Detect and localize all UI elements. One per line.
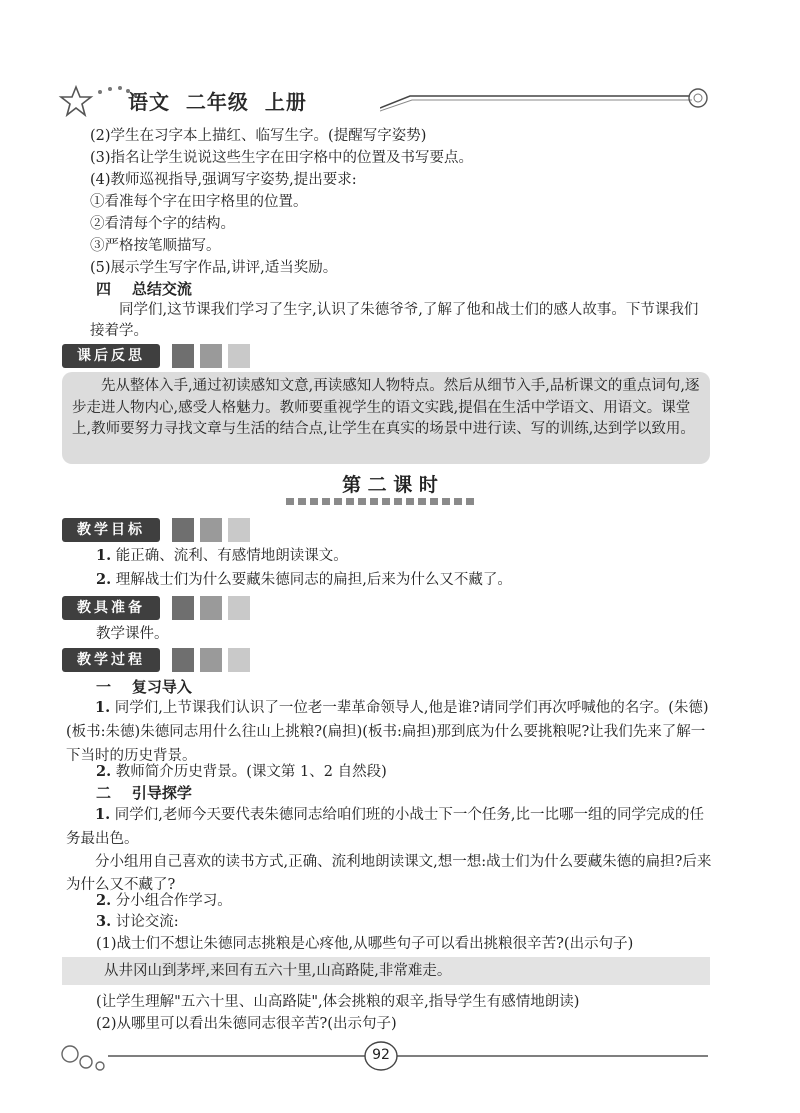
- list-item: ②看清每个字的结构。: [90, 216, 235, 232]
- decor-square: [228, 596, 250, 620]
- paragraph-text: 讨论交流:: [115, 914, 179, 930]
- paragraph-number: 3.: [96, 913, 112, 930]
- paragraph-number: 2.: [96, 763, 112, 780]
- list-item: (2)学生在习字本上描红、临写生字。(提醒写字姿势): [90, 128, 427, 144]
- decor-square: [172, 344, 194, 368]
- note: (让学生理解"五六十里、山高路陡",体会挑粮的艰辛,指导学生有感情地朗读): [96, 994, 580, 1010]
- prep-text: 教学课件。: [96, 626, 169, 642]
- goal-text: 理解战士们为什么要藏朱德同志的扁担,后来为什么又不藏了。: [115, 572, 512, 588]
- paragraph-text: 同学们,老师今天要代表朱德同志给咱们班的小战士下一个任务,比一比哪一组的同学完成的任务最出色。: [66, 807, 704, 847]
- decor-square: [172, 648, 194, 672]
- decor-square: [200, 344, 222, 368]
- decor-square: [200, 596, 222, 620]
- header-rule: [380, 84, 720, 114]
- list-item: (5)展示学生写字作品,讲评,适当奖励。: [90, 260, 338, 276]
- question: (1)战士们不想让朱德同志挑粮是心疼他,从哪些句子可以看出挑粮很辛苦?(出示句子): [96, 936, 634, 952]
- section-label-prep: 教具准备: [62, 596, 160, 620]
- paragraph-number: 2.: [96, 892, 112, 909]
- lesson-title: 第 二 课 时: [342, 474, 438, 496]
- decor-square: [228, 648, 250, 672]
- decor-square: [228, 344, 250, 368]
- decor-square: [172, 518, 194, 542]
- decor-square: [228, 518, 250, 542]
- decor-square: [200, 648, 222, 672]
- page-number: 92: [372, 1047, 390, 1063]
- section-heading: 一 复习导入: [96, 678, 192, 696]
- section-heading: 二 引导探学: [96, 784, 192, 802]
- decor-square: [172, 596, 194, 620]
- list-item: ③严格按笔顺描写。: [90, 238, 221, 254]
- decor-square: [200, 518, 222, 542]
- paragraph: 分小组用自己喜欢的读书方式,正确、流利地朗读课文,想一想:战士们为什么要藏朱德的扁担?后来为什么又不藏了?: [66, 854, 712, 893]
- paragraph: [66, 803, 712, 851]
- list-item: ①看准每个字在田字格里的位置。: [90, 194, 308, 210]
- goal-number: 2.: [96, 571, 112, 588]
- question: (2)从哪里可以看出朱德同志很辛苦?(出示句子): [96, 1016, 397, 1032]
- paragraph-text: 分小组合作学习。: [115, 893, 232, 909]
- paragraph: 同学们,这节课我们学习了生字,认识了朱德爷爷,了解了他和战士们的感人故事。下节课我们接着学。: [90, 302, 699, 339]
- section-heading: 四 总结交流: [96, 280, 192, 298]
- goal-item: [96, 570, 512, 590]
- list-item: (3)指名让学生说说这些生字在田字格中的位置及书写要点。: [90, 150, 474, 166]
- section-label-process: 教学过程: [62, 648, 160, 672]
- list-item: (4)教师巡视指导,强调写字姿势,提出要求:: [90, 172, 357, 188]
- paragraph-number: 1.: [95, 699, 111, 716]
- paragraph-text: 同学们,上节课我们认识了一位老一辈革命领导人,他是谁?请同学们再次呼喊他的名字。(朱德)(板书:朱德)朱德同志用什么往山上挑粮?(扁担)(板书:扁担)那到底为什么要挑粮呢?让我们先来了解一下当时的历史背景。: [66, 700, 709, 764]
- quote-text: 从井冈山到茅坪,来回有五六十里,山高路陡,非常难走。: [104, 963, 452, 979]
- goal-item: [96, 546, 348, 566]
- paragraph: [96, 891, 232, 911]
- reflection-text: 先从整体入手,通过初读感知文意,再读感知人物特点。然后从细节入手,品析课文的重点词句,逐步走进人物内心,感受人格魅力。教师要重视学生的语文实践,提倡在生活中学语文、用语文。课堂上,教师要努力寻找文章与生活的结合点,让学生在真实的场景中进行读、写的训练,达到学以致用。: [72, 378, 700, 437]
- paragraph: [96, 762, 387, 782]
- section-label-goals: 教学目标: [62, 518, 160, 542]
- paragraph: [66, 696, 712, 768]
- paragraph-text: 教师简介历史背景。(课文第 1、2 自然段): [115, 764, 387, 780]
- section-label-reflection: 课后反思: [62, 344, 160, 368]
- goal-text: 能正确、流利、有感情地朗读课文。: [115, 548, 348, 564]
- paragraph: [96, 912, 179, 932]
- title-underline: [286, 496, 486, 510]
- goal-number: 1.: [96, 547, 112, 564]
- book-title: 语文 二年级 上册: [128, 90, 307, 114]
- paragraph-number: 1.: [95, 806, 111, 823]
